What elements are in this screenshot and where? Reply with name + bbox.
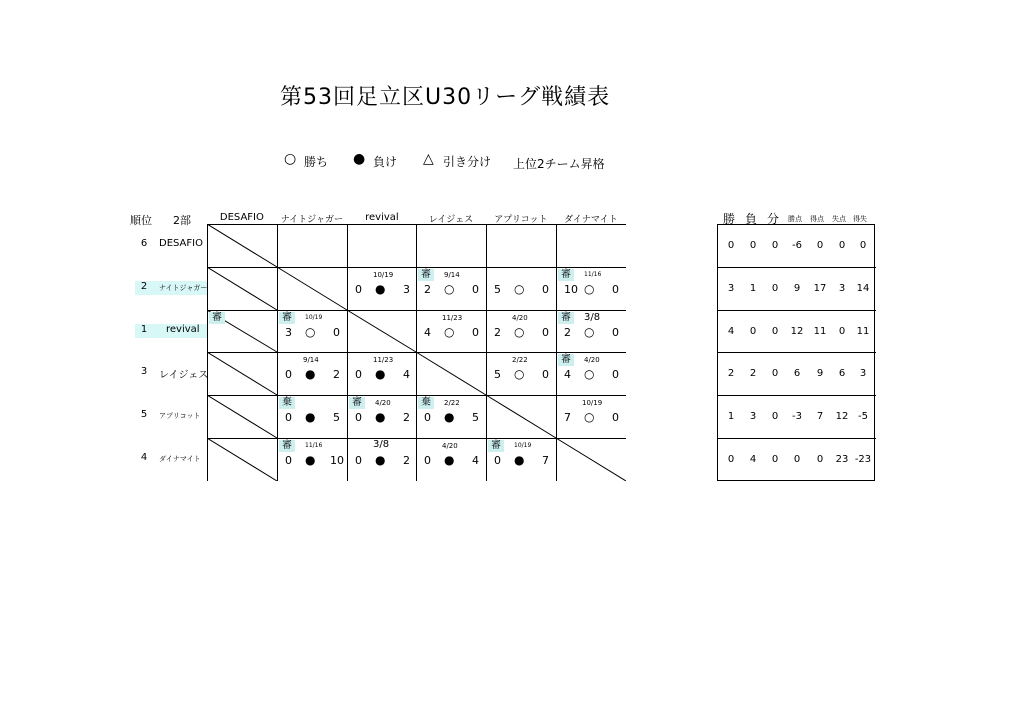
column-header: DESAFIO (219, 212, 264, 223)
stat-value: 0 (749, 326, 757, 337)
loss-icon: ● (375, 453, 386, 467)
goals-against: 0 (612, 368, 619, 381)
win-symbol: ○ (284, 151, 297, 167)
referee-mark: 棄 (279, 397, 295, 409)
stat-value: 6 (838, 368, 846, 379)
results-grid (207, 224, 626, 481)
loss-icon: ● (444, 410, 455, 424)
diagonal-line (416, 352, 486, 395)
stat-header: 分 (767, 212, 780, 226)
win-icon: ○ (305, 325, 316, 339)
column-header: ダイナマイト (564, 215, 618, 225)
referee-mark: 審 (558, 269, 574, 281)
division-header: 2部 (173, 214, 191, 227)
stats-row (718, 439, 876, 482)
referee-mark: 審 (488, 440, 504, 452)
diagonal-line (347, 310, 416, 352)
goals-for: 0 (355, 283, 362, 296)
goals-against: 7 (542, 454, 549, 467)
stat-value: 2 (749, 368, 757, 379)
loss-icon: ● (375, 367, 386, 381)
stat-value: 0 (838, 326, 846, 337)
team-name: revival (166, 324, 200, 336)
goals-against: 10 (330, 454, 344, 467)
promotion-note: 上位2チーム昇格 (513, 157, 605, 171)
match-date: 2/22 (512, 356, 528, 364)
stat-value: 1 (749, 283, 757, 294)
stat-value: 3 (727, 283, 735, 294)
stat-value: 14 (856, 283, 870, 294)
stat-value: 0 (727, 240, 735, 251)
goals-against: 0 (542, 368, 549, 381)
stat-value: 0 (771, 411, 779, 422)
stat-value: 0 (771, 454, 779, 465)
goals-for: 2 (494, 326, 501, 339)
stat-value: 4 (749, 454, 757, 465)
loss-icon: ● (305, 453, 316, 467)
goals-against: 0 (472, 283, 479, 296)
goals-for: 7 (564, 411, 571, 424)
team-name: レイジェス (159, 370, 209, 382)
win-icon: ○ (514, 325, 525, 339)
stat-value: 0 (793, 454, 801, 465)
match-date: 11/16 (584, 271, 602, 278)
diagonal-line (207, 224, 277, 267)
stat-value: 0 (771, 240, 779, 251)
stat-header: 勝点 (788, 215, 802, 223)
win-icon: ○ (584, 282, 595, 296)
stat-value: 7 (816, 411, 824, 422)
match-date: 4/20 (584, 356, 600, 364)
stat-value: 12 (790, 326, 804, 337)
goals-against: 0 (612, 326, 619, 339)
stat-value: 0 (771, 368, 779, 379)
match-date: 9/14 (303, 356, 319, 364)
goals-against: 4 (472, 454, 479, 467)
match-date: 11/23 (442, 314, 463, 322)
goals-against: 4 (403, 368, 410, 381)
stat-value: 0 (749, 240, 757, 251)
goals-against: 0 (472, 326, 479, 339)
team-name: ナイトジャガー (159, 284, 208, 293)
stat-value: -6 (792, 240, 802, 251)
draw-label: 引き分け (443, 155, 492, 169)
team-rank: 3 (140, 366, 148, 378)
loss-icon: ● (514, 453, 525, 467)
goals-against: 0 (542, 326, 549, 339)
loss-icon: ● (375, 410, 386, 424)
win-icon: ○ (444, 325, 455, 339)
win-icon: ○ (584, 325, 595, 339)
team-rank: 6 (140, 238, 148, 250)
stat-value: 11 (856, 326, 870, 337)
column-header: revival (365, 212, 399, 223)
stat-value: 9 (793, 283, 801, 294)
match-date: 10/19 (514, 442, 532, 449)
goals-for: 5 (494, 368, 501, 381)
diagonal-line (207, 352, 277, 395)
win-icon: ○ (514, 282, 525, 296)
draw-symbol: △ (423, 151, 434, 167)
referee-mark: 審 (558, 354, 574, 366)
goals-against: 0 (612, 283, 619, 296)
goals-for: 4 (424, 326, 431, 339)
goals-against: 5 (333, 411, 340, 424)
goals-for: 0 (494, 454, 501, 467)
stat-value: 0 (727, 454, 735, 465)
goals-against: 3 (403, 283, 410, 296)
win-icon: ○ (584, 410, 595, 424)
win-icon: ○ (514, 367, 525, 381)
stat-value: 17 (813, 283, 827, 294)
goals-for: 2 (564, 326, 571, 339)
match-date: 4/20 (512, 314, 528, 322)
referee-mark: 審 (279, 312, 295, 324)
match-date: 10/19 (373, 271, 394, 279)
stats-row (718, 396, 876, 439)
goals-for: 4 (564, 368, 571, 381)
goals-against: 0 (333, 326, 340, 339)
stat-header: 負 (745, 212, 758, 226)
stats-row (718, 268, 876, 311)
stat-value: 0 (859, 240, 867, 251)
goals-for: 0 (285, 454, 292, 467)
loss-icon: ● (305, 367, 316, 381)
stat-value: -23 (854, 454, 872, 465)
stat-value: 12 (835, 411, 849, 422)
team-rank: 2 (140, 281, 148, 293)
referee-mark: 審 (558, 312, 574, 324)
stat-header: 得点 (810, 215, 824, 223)
diagonal-line (277, 267, 347, 310)
goals-for: 5 (494, 283, 501, 296)
referee-mark: 審 (209, 312, 225, 324)
diagonal-line (486, 395, 556, 438)
stats-row (718, 311, 876, 353)
stat-value: -5 (858, 411, 868, 422)
match-date: 3/8 (584, 312, 601, 323)
match-date: 2/22 (444, 399, 460, 407)
goals-for: 10 (564, 283, 578, 296)
stat-value: 3 (838, 283, 846, 294)
referee-mark: 審 (418, 269, 434, 281)
loss-icon: ● (444, 453, 455, 467)
loss-label: 負け (373, 155, 398, 169)
loss-icon: ● (305, 410, 316, 424)
column-header: ナイトジャガー (280, 215, 343, 225)
goals-for: 0 (285, 368, 292, 381)
match-date: 10/19 (305, 314, 323, 321)
diagonal-line (207, 395, 277, 438)
goals-for: 0 (424, 454, 431, 467)
goals-against: 0 (542, 283, 549, 296)
win-icon: ○ (444, 282, 455, 296)
stat-value: 0 (771, 283, 779, 294)
stat-header: 得失 (853, 215, 867, 223)
stats-table (717, 224, 875, 481)
team-rank: 4 (140, 452, 148, 464)
stat-value: 0 (838, 240, 846, 251)
loss-symbol: ● (353, 151, 366, 167)
goals-for: 0 (355, 411, 362, 424)
stat-value: 11 (813, 326, 827, 337)
goals-against: 5 (472, 411, 479, 424)
diagonal-line (207, 267, 277, 310)
win-icon: ○ (584, 367, 595, 381)
stat-value: 0 (771, 326, 779, 337)
match-date: 10/19 (582, 399, 603, 407)
stat-value: 3 (749, 411, 757, 422)
stats-row (718, 225, 876, 268)
stat-value: 2 (727, 368, 735, 379)
goals-against: 2 (333, 368, 340, 381)
goals-for: 2 (424, 283, 431, 296)
goals-for: 3 (285, 326, 292, 339)
column-header: アプリコット (494, 215, 548, 225)
diagonal-line (207, 438, 277, 481)
match-date: 11/23 (373, 356, 394, 364)
team-name: アプリコット (159, 412, 201, 421)
column-header: レイジェス (428, 215, 474, 225)
stat-value: -3 (792, 411, 802, 422)
match-date: 11/16 (305, 442, 323, 449)
team-rank: 1 (140, 324, 148, 336)
win-label: 勝ち (304, 155, 329, 169)
rank-header: 順位 (130, 214, 152, 227)
referee-mark: 審 (279, 440, 295, 452)
goals-against: 2 (403, 411, 410, 424)
team-rank: 5 (140, 409, 148, 421)
stat-value: 3 (859, 368, 867, 379)
referee-mark: 棄 (418, 397, 434, 409)
match-date: 4/20 (375, 399, 391, 407)
stat-value: 0 (816, 454, 824, 465)
stat-value: 9 (816, 368, 824, 379)
team-name: ダイナマイト (159, 455, 201, 464)
stat-value: 0 (816, 240, 824, 251)
goals-for: 0 (285, 411, 292, 424)
diagonal-line (556, 438, 626, 481)
goals-against: 2 (403, 454, 410, 467)
stat-value: 23 (835, 454, 849, 465)
match-date: 3/8 (373, 439, 390, 450)
page-title: 第53回足立区U30リーグ戦績表 (280, 85, 611, 110)
stat-header: 失点 (832, 215, 846, 223)
referee-mark: 審 (349, 397, 365, 409)
stat-header: 勝 (723, 212, 736, 226)
goals-for: 0 (355, 368, 362, 381)
stat-value: 1 (727, 411, 735, 422)
stat-value: 4 (727, 326, 735, 337)
match-date: 4/20 (442, 442, 458, 450)
loss-icon: ● (375, 282, 386, 296)
stats-row (718, 353, 876, 396)
team-name: DESAFIO (159, 238, 203, 250)
match-date: 9/14 (444, 271, 460, 279)
goals-against: 0 (612, 411, 619, 424)
stat-value: 6 (793, 368, 801, 379)
goals-for: 0 (424, 411, 431, 424)
goals-for: 0 (355, 454, 362, 467)
